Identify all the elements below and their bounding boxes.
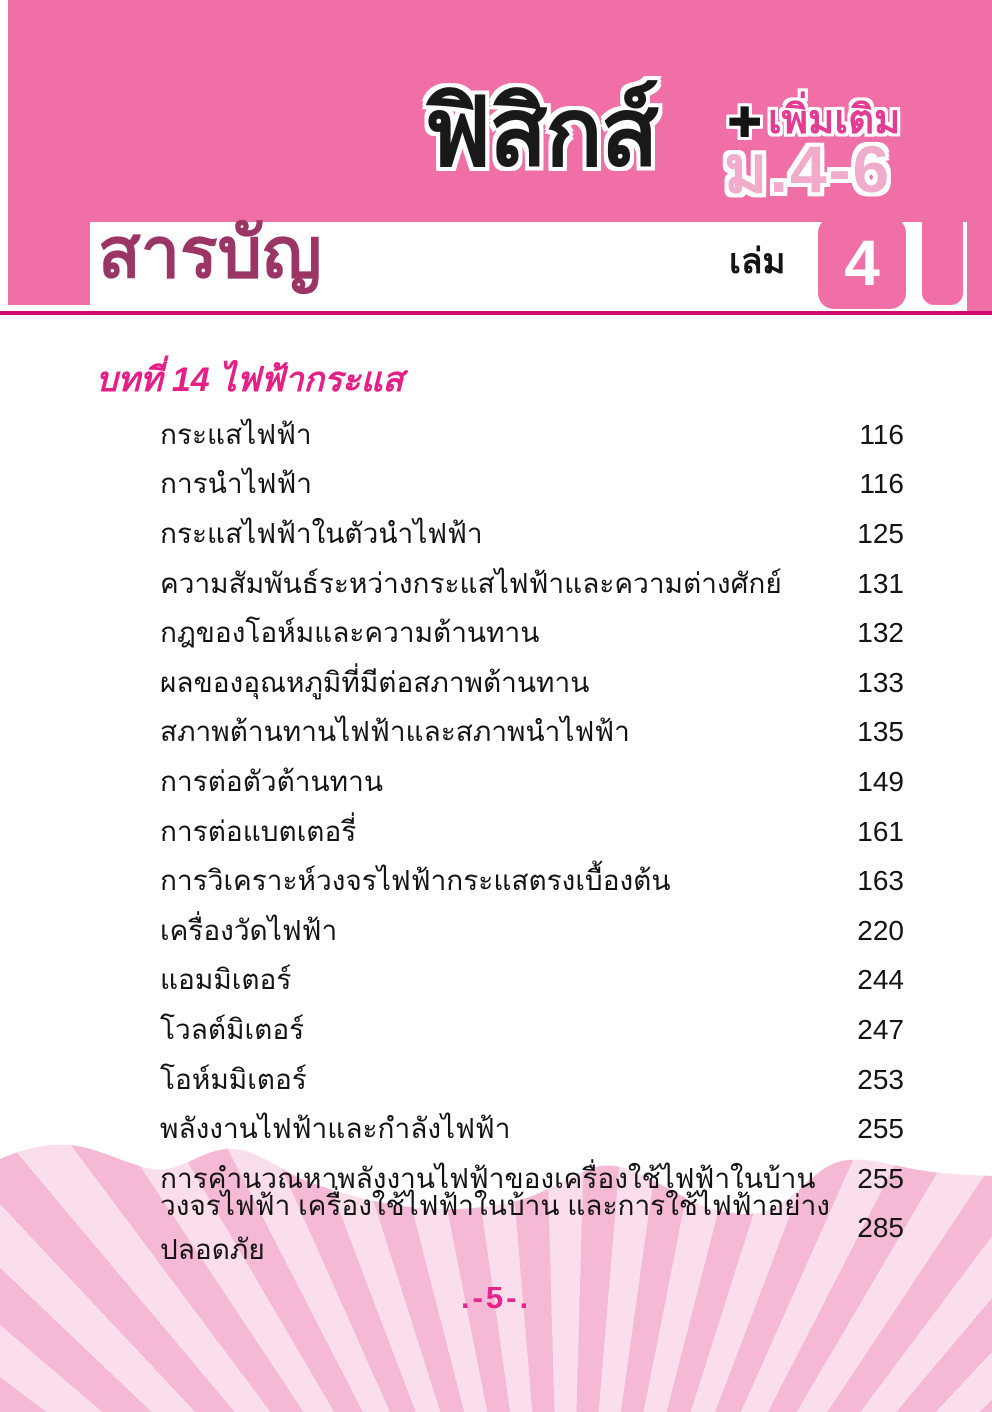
book-logo-title: ฟิสิกส์	[424, 80, 657, 186]
toc-entry-page: 116	[859, 418, 904, 450]
toc-entry-page: 161	[857, 815, 904, 847]
page-title: สารบัญ	[98, 214, 322, 292]
toc-entry	[160, 460, 904, 510]
toc-entry-label: พลังงานไฟฟ้าและกำลังไฟฟ้า	[160, 1113, 511, 1145]
plus-icon: ✚	[727, 99, 763, 146]
toc-entry-page: 163	[857, 865, 904, 897]
toc-entry-page: 247	[857, 1013, 904, 1045]
toc-entry-page: 131	[857, 567, 904, 599]
toc-entry	[160, 608, 904, 658]
toc-entry-label: โอห์มมิเตอร์	[160, 1063, 307, 1095]
header-right-pink-tab	[922, 222, 963, 305]
toc-entry	[160, 1190, 904, 1266]
volume-number-badge	[818, 217, 906, 309]
page-number: .-5-.	[460, 1280, 532, 1315]
toc-entry-label: กระแสไฟฟ้า	[160, 418, 312, 450]
header-right-pink-edge	[967, 222, 992, 311]
toc-entry-page: 132	[857, 617, 904, 649]
toc-entry-label: วงจรไฟฟ้า เครื่องใช้ไฟฟ้าในบ้าน และการใช้ไฟฟ้าอย่างปลอดภัย	[160, 1190, 830, 1266]
toc-entry	[160, 1005, 904, 1055]
toc-entry-label: ความสัมพันธ์ระหว่างกระแสไฟฟ้าและความต่างศักย์	[160, 567, 782, 599]
toc-entry-label: การวิเคราะห์วงจรไฟฟ้ากระแสตรงเบื้องต้น	[160, 865, 671, 897]
toc-entry-page: 125	[857, 517, 904, 549]
toc-entry-label: กฎของโอห์มและความต้านทาน	[160, 617, 540, 649]
book-logo-subtitle: เพิ่มเติม	[768, 98, 901, 142]
toc-entry	[160, 1055, 904, 1105]
toc-entry-label: การต่อตัวต้านทาน	[160, 765, 383, 797]
toc-entry-page: 149	[857, 765, 904, 797]
toc-entry-page: 133	[857, 666, 904, 698]
volume-label: เล่ม	[729, 242, 786, 281]
toc-entry-label: โวลต์มิเตอร์	[160, 1013, 305, 1045]
toc-entry-page: 244	[857, 964, 904, 996]
toc-entry-page: 285	[857, 1212, 904, 1244]
toc-entry	[160, 906, 904, 956]
toc-entry-page: 253	[857, 1063, 904, 1095]
toc-entry	[160, 757, 904, 807]
toc-entry	[160, 856, 904, 906]
toc-entry-label: สภาพต้านทานไฟฟ้าและสภาพนำไฟฟ้า	[160, 716, 630, 748]
header-left-pink-stub	[8, 222, 90, 305]
toc-entry-label: การต่อแบตเตอรี่	[160, 815, 357, 847]
chapter-title: บทที่ 14 ไฟฟ้ากระแส	[96, 361, 404, 399]
toc-entry	[160, 1104, 904, 1154]
toc-entry	[160, 410, 904, 460]
toc-entry-page: 135	[857, 716, 904, 748]
toc-entry-page: 116	[859, 468, 904, 500]
toc-entry-label: การคำนวณหาพลังงานไฟฟ้าของเครื่องใช้ไฟฟ้าในบ้าน	[160, 1162, 816, 1194]
header-divider-line	[0, 311, 992, 315]
book-logo-level: ม.4-6	[724, 132, 892, 206]
toc-entry-label: แอมมิเตอร์	[160, 964, 292, 996]
toc-entry-page: 220	[857, 914, 904, 946]
toc-entry-page: 255	[857, 1162, 904, 1194]
toc-entry	[160, 708, 904, 758]
toc-entry-label: ผลของอุณหภูมิที่มีต่อสภาพต้านทาน	[160, 666, 590, 698]
toc-entry-label: กระแสไฟฟ้าในตัวนำไฟฟ้า	[160, 517, 483, 549]
toc-entry	[160, 956, 904, 1006]
toc-entry	[160, 559, 904, 609]
toc-entry	[160, 509, 904, 559]
toc-entry	[160, 807, 904, 857]
volume-number: 4	[844, 227, 880, 299]
toc-entry-page: 255	[857, 1113, 904, 1145]
toc-entry-label: เครื่องวัดไฟฟ้า	[160, 914, 338, 946]
toc-entry	[160, 658, 904, 708]
toc-list	[160, 410, 904, 1266]
toc-entry-label: การนำไฟฟ้า	[160, 468, 313, 500]
